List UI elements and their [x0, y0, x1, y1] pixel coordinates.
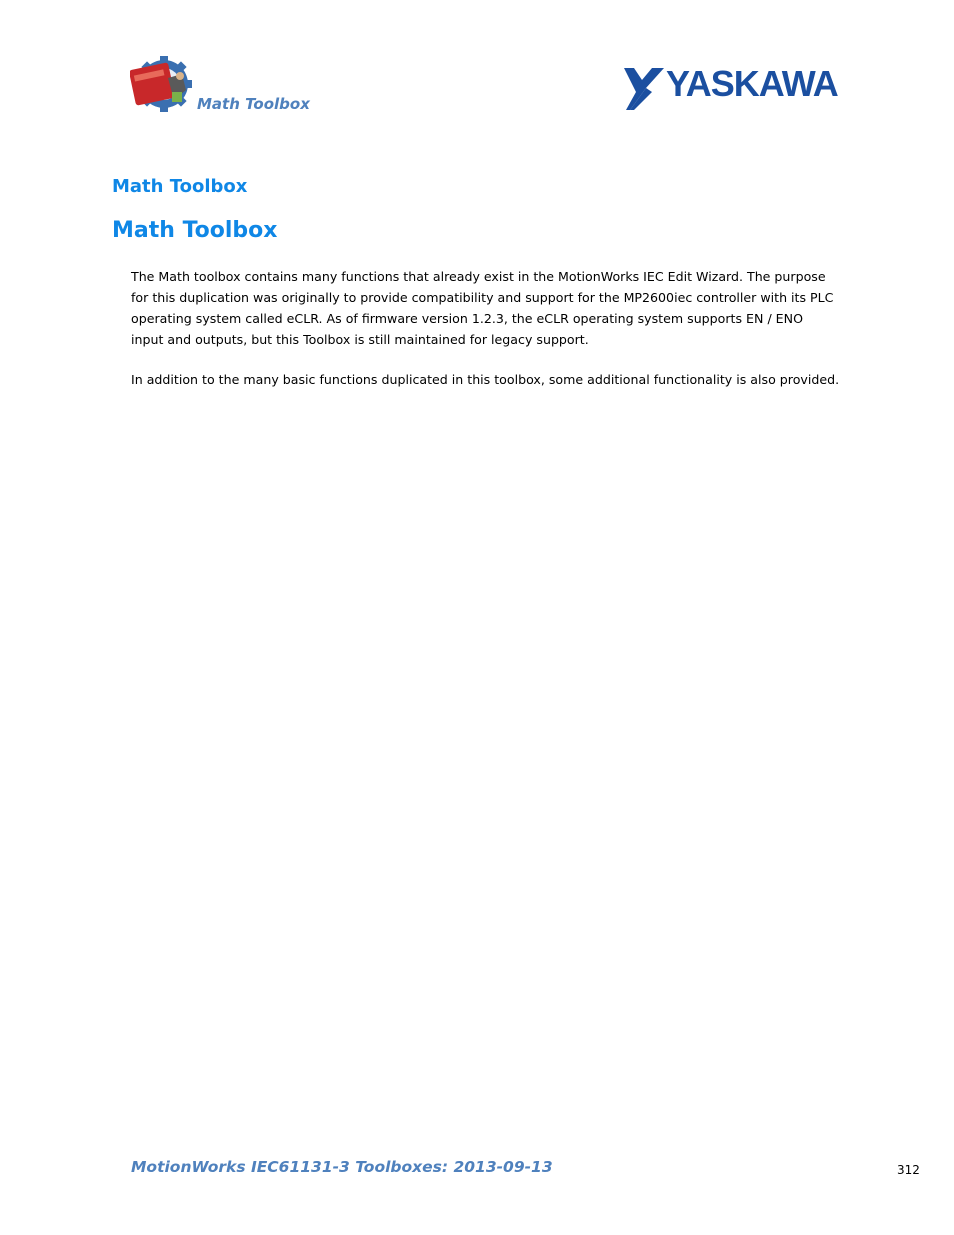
paragraph-line: for this duplication was originally to provide compatibility and support for the MP2600iec controller with its PLC	[131, 290, 834, 305]
yaskawa-logo	[622, 63, 844, 112]
yaskawa-mark-icon	[622, 66, 668, 112]
breadcrumb-heading: Math Toolbox	[112, 176, 248, 197]
paragraph-line: operating system called eCLR. As of firmware version 1.2.3, the eCLR operating system supports EN / ENO	[131, 311, 803, 326]
page-title: Math Toolbox	[112, 218, 278, 243]
paragraph-line: The Math toolbox contains many functions that already exist in the MotionWorks IEC Edit Wizard. The purpose	[131, 269, 826, 284]
toolbox-logo-icon	[130, 56, 198, 112]
page-number: 312	[897, 1163, 920, 1177]
additional-paragraph	[131, 369, 851, 390]
paragraph-line: In addition to the many basic functions duplicated in this toolbox, some additional functionality is also provided.	[131, 372, 840, 387]
header-section-title: Math Toolbox	[197, 95, 310, 113]
paragraph-line: input and outputs, but this Toolbox is still maintained for legacy support.	[131, 332, 589, 347]
intro-paragraph	[131, 266, 851, 350]
footer-title: MotionWorks IEC61131-3 Toolboxes: 2013-09-13	[131, 1158, 553, 1176]
yaskawa-wordmark: YASKAWA	[666, 63, 838, 104]
